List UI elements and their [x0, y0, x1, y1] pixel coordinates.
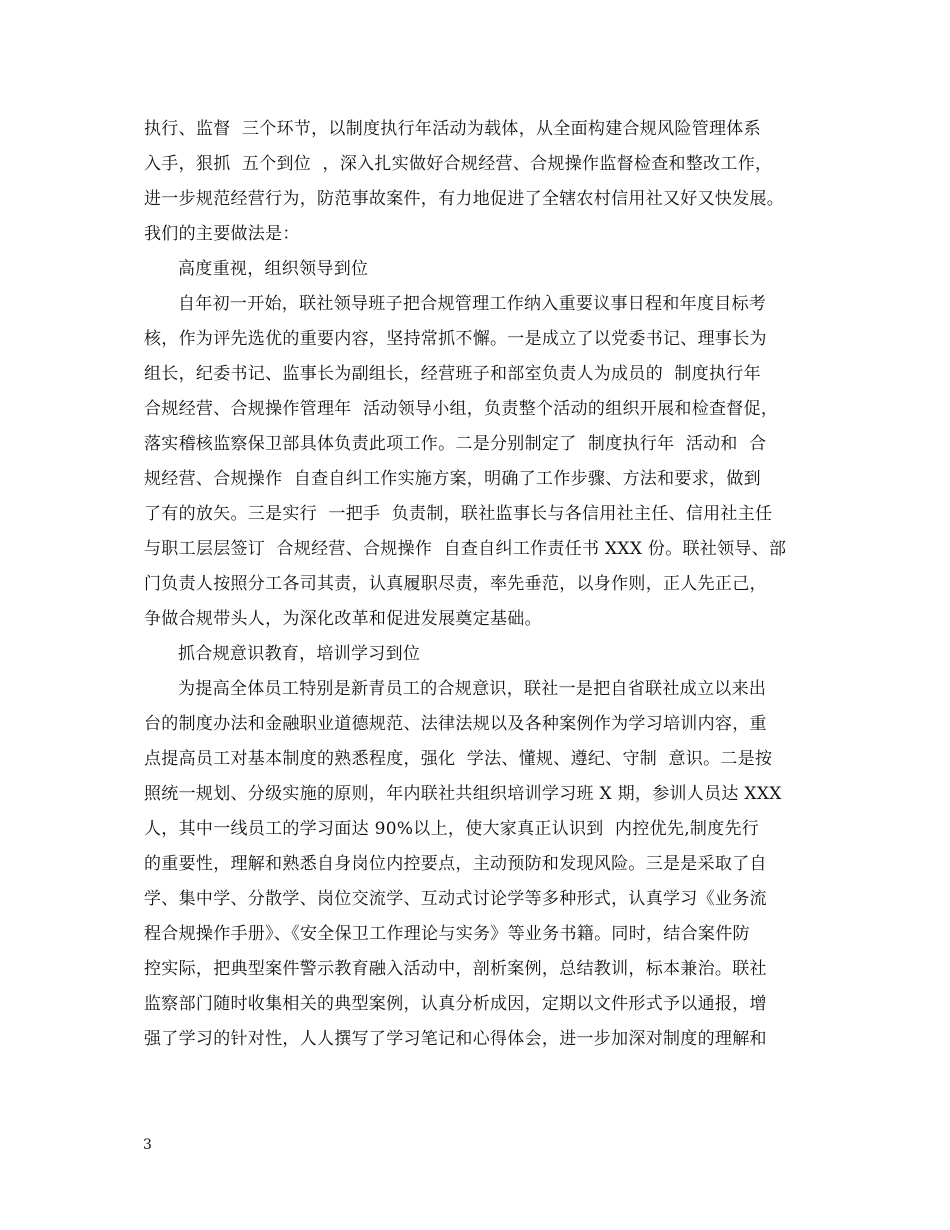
section-heading-2: 抓合规意识教育，培训学习到位 [178, 644, 421, 664]
text-line-3: 进一步规范经营行为，防范事故案件，有力地促进了全辖农村信用社又好又快发展。 [144, 189, 785, 209]
paragraph-1-line-4: 合规经营、合规操作管理年 活动领导小组，负责整个活动的组织开展和检查督促， [144, 399, 779, 419]
paragraph-1-line-1: 自年初一开始，联社领导班子把合规管理工作纳入重要议事日程和年度目标考 [178, 294, 767, 314]
paragraph-1-line-10: 争做合规带头人，为深化改革和促进发展奠定基础。 [144, 609, 542, 629]
paragraph-1-line-3: 组长，纪委书记、监事长为副组长，经营班子和部室负责人为成员的 制度执行年 [144, 364, 761, 384]
paragraph-1-line-9: 门负责人按照分工各司其责，认真履职尽责，率先垂范，以身作则，正人先正己， [144, 574, 767, 594]
paragraph-1-line-6: 规经营、合规操作 自查自纠工作实施方案，明确了工作步骤、方法和要求，做到 [144, 469, 761, 489]
paragraph-1-line-8: 与职工层层签订 合规经营、合规操作 自查自纠工作责任书 XXX 份。联社领导、部 [144, 539, 787, 559]
paragraph-1-line-2: 核，作为评先选优的重要内容，坚持常抓不懈。一是成立了以党委书记、理事长为 [144, 329, 767, 349]
paragraph-2-line-1: 为提高全体员工特别是新青员工的合规意识，联社一是把自省联社成立以来出 [178, 679, 767, 699]
paragraph-1-line-5: 落实稽核监察保卫部具体负责此项工作。二是分别制定了 制度执行年 活动和 合 [144, 434, 767, 454]
paragraph-2-line-10: 监察部门随时收集相关的典型案例，认真分析成因，定期以文件形式予以通报，增 [144, 994, 767, 1014]
text-line-4: 我们的主要做法是： [144, 224, 300, 244]
paragraph-2-line-4: 照统一规划、分级实施的原则，年内联社共组织培训学习班 X 期，参训人员达 XXX [144, 784, 782, 804]
paragraph-2-line-9: 控实际，把典型案件警示教育融入活动中，剖析案例，总结教训，标本兼治。联社 [144, 959, 767, 979]
paragraph-2-line-3: 点提高员工对基本制度的熟悉程度，强化 学法、懂规、遵纪、守制 意识。二是按 [144, 749, 773, 769]
text-line-1: 执行、监督 三个环节，以制度执行年活动为载体，从全面构建合规风险管理体系 [144, 119, 761, 139]
text-line-2: 入手，狠抓 五个到位 ，深入扎实做好合规经营、合规操作监督检查和整改工作， [144, 154, 773, 174]
paragraph-2-line-7: 学、集中学、分散学、岗位交流学、互动式讨论学等多种形式，认真学习《业务流 [144, 889, 767, 909]
paragraph-2-line-2: 台的制度办法和金融职业道德规范、法律法规以及各种案例作为学习培训内容，重 [144, 714, 767, 734]
paragraph-2-line-8: 程合规操作手册》、《安全保卫工作理论与实务》等业务书籍。同时，结合案件防 [144, 924, 750, 944]
paragraph-2-line-11: 强了学习的针对性，人人撰写了学习笔记和心得体会，进一步加深对制度的理解和 [144, 1029, 767, 1049]
paragraph-2-line-6: 的重要性，理解和熟悉自身岗位内控要点，主动预防和发现风险。三是是采取了自 [144, 854, 767, 874]
section-heading-1: 高度重视，组织领导到位 [178, 259, 369, 279]
paragraph-2-line-5: 人，其中一线员工的学习面达 90%以上，使大家真正认识到 内控优先,制度先行 [144, 819, 760, 839]
page-number: 3 [143, 1137, 152, 1153]
paragraph-1-line-7: 了有的放矢。三是实行 一把手 负责制，联社监事长与各信用社主任、信用社主任 [144, 504, 773, 524]
